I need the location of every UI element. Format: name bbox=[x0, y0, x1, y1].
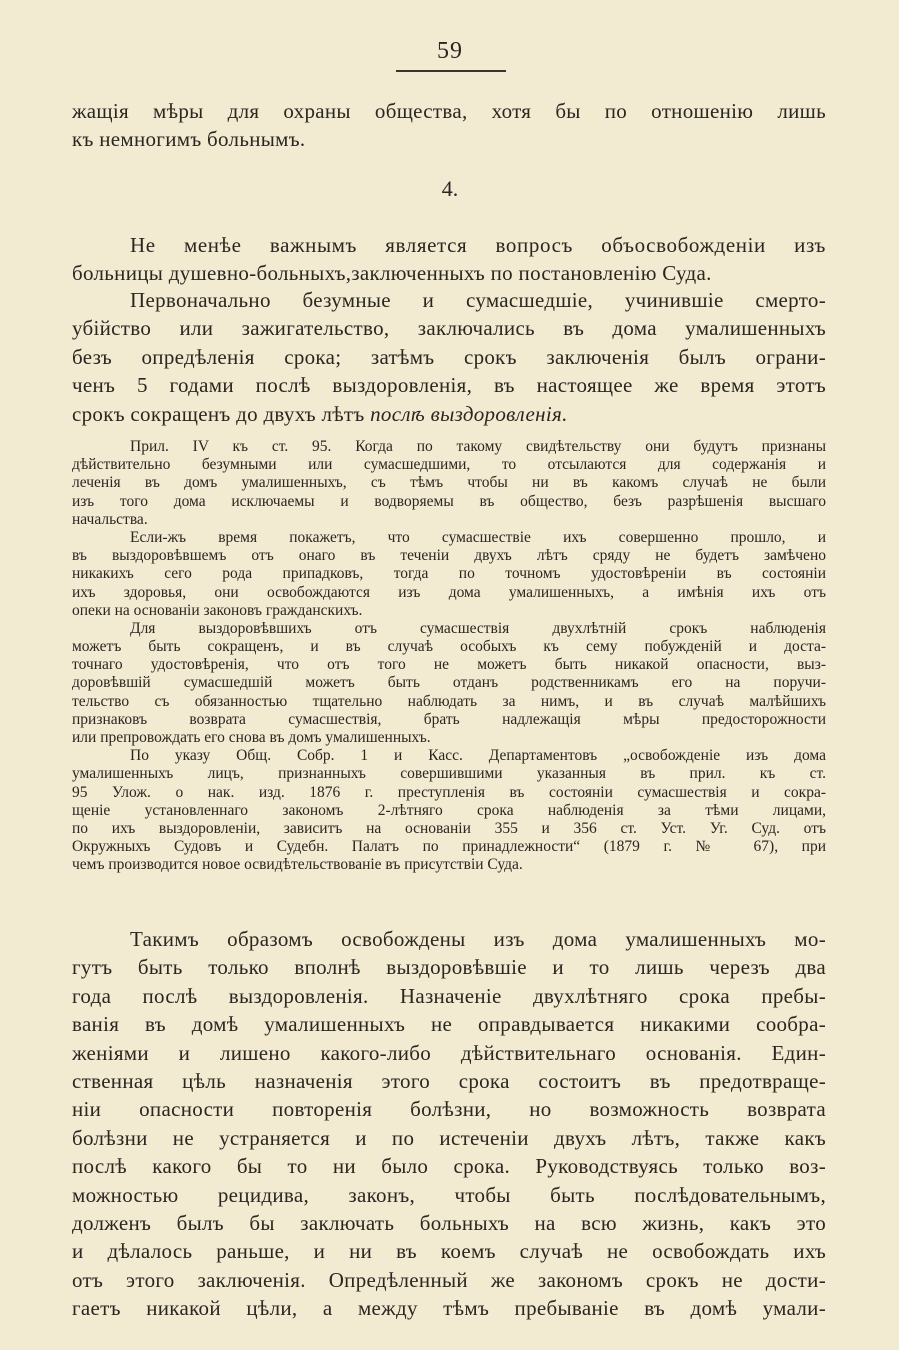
note-line: изъ того дома исключаемы и водворяемы въ общество, безъ разрѣшенія высшаго bbox=[72, 492, 826, 510]
text-line: ственная цѣль назначенія этого срока состоитъ въ предотвраще- bbox=[72, 1068, 826, 1093]
note-line: По указу Общ. Собр. 1 и Касс. Департаментовъ „освобожденіе изъ дома bbox=[130, 747, 826, 765]
note-line: щеніе установленнаго закономъ 2-лѣтняго срока наблюденія за тѣми лицами, bbox=[72, 801, 826, 819]
note-line: Для выздоровѣвшихъ отъ сумасшествія двухлѣтній срокъ наблюденія bbox=[130, 619, 826, 637]
paragraph-history bbox=[72, 286, 826, 428]
text-line: и дѣлалось раньше, и ни въ коемъ случаѣ не освобождать ихъ bbox=[72, 1239, 826, 1264]
page-number-rule bbox=[396, 70, 506, 72]
note-line: умалишенныхъ лицъ, признанныхъ совершившими указанныя въ прил. къ ст. bbox=[72, 765, 826, 783]
note-line: леченія въ домъ умалишенныхъ, съ тѣмъ чтобы ни въ какомъ случаѣ не были bbox=[72, 474, 826, 492]
note-line: опеки на основаніи законовъ гражданскихъ. bbox=[72, 601, 363, 619]
note-line: въ выздоровѣвшемъ отъ онаго въ теченіи двухъ лѣтъ сряду не будетъ замѣчено bbox=[72, 547, 826, 565]
text-line: гаетъ никакой цѣли, а между тѣмъ пребываніе въ домѣ умали- bbox=[72, 1296, 826, 1321]
text-line: гутъ быть только вполнѣ выздоровѣвшіе и то лишь черезъ два bbox=[72, 955, 826, 980]
page-number: 59 bbox=[437, 38, 463, 64]
text-line: болѣзни не устраняется и по истеченіи двухъ лѣтъ, также какъ bbox=[72, 1125, 826, 1150]
note-line: Если-жъ время покажетъ, что сумасшествіе ихъ совершенно прошло, и bbox=[130, 528, 826, 546]
note-line: Прил. IV къ ст. 95. Когда по такому свидѣтельству они будутъ признаны bbox=[130, 438, 826, 455]
text-line: ванія въ домѣ умалишенныхъ не оправдывается никакими сообра- bbox=[72, 1012, 826, 1037]
text-line: безъ опредѣленія срока; затѣмъ срокъ заключенія былъ ограни- bbox=[72, 344, 826, 369]
note-line: начальства. bbox=[72, 510, 148, 528]
legal-note bbox=[72, 438, 826, 875]
italic-emphasis: послѣ выздоровленія. bbox=[370, 401, 568, 426]
text-line bbox=[72, 400, 826, 428]
note-line: тельство съ обязанностью тщательно наблюдать за нимъ, и въ случаѣ малѣйшихъ bbox=[72, 692, 826, 710]
note-line: 95 Улож. о нак. изд. 1876 г. преступленія въ состояніи сумасшествія и сокра- bbox=[72, 783, 826, 801]
paragraph-question bbox=[72, 231, 826, 288]
text-line: Такимъ образомъ освобождены изъ дома умалишенныхъ мо- bbox=[130, 927, 826, 951]
text-line: къ немногимъ больнымъ. bbox=[72, 127, 306, 152]
note-line: точнаго удостовѣренія, что отъ того не можетъ быть никакой опасности, выз- bbox=[72, 656, 826, 674]
note-line: дѣйствительно безумными или сумасшедшими, то отсылаются для содержанія и bbox=[72, 456, 826, 474]
text-line: можностью рецидива, законъ, чтобы быть послѣдовательнымъ, bbox=[72, 1182, 826, 1207]
note-line: никакихъ сего рода припадковъ, тогда по точномъ удостовѣреніи въ состояніи bbox=[72, 565, 826, 583]
text-line: ченъ 5 годами послѣ выздоровленія, въ настоящее же время этотъ bbox=[72, 373, 826, 398]
text-line: долженъ былъ бы заключать больныхъ на всю жизнь, какъ это bbox=[72, 1210, 826, 1235]
text-line: убійство или зажигательство, заключались въ дома умалишенныхъ bbox=[72, 316, 826, 341]
note-line: можетъ быть сокращенъ, и въ случаѣ особыхъ къ сему побужденій и доста- bbox=[72, 638, 826, 656]
note-line: или препровождать его снова въ домъ умалишенныхъ. bbox=[72, 729, 431, 746]
text-line: женіями и лишено какого-либо дѣйствительнаго основанія. Един- bbox=[72, 1040, 826, 1065]
text-line: жащія мѣры для охраны общества, хотя бы по отношенію лишь bbox=[72, 99, 826, 123]
note-line: по ихъ выздоровленіи, зависитъ на основаніи 355 и 356 ст. Уст. Уг. Суд. отъ bbox=[72, 819, 826, 837]
text-line: Первоначально безумные и сумасшедшіе, учинившіе смерто- bbox=[130, 288, 826, 312]
note-line: доровѣвшій сумасшедшій можетъ быть отданъ родственникамъ его на поручи- bbox=[72, 674, 826, 692]
note-line: признаковъ возврата сумасшествія, брать надлежащія мѣры предосторожности bbox=[72, 710, 826, 728]
text-line: больницы душевно-больныхъ,заключенныхъ по постановленію Суда. bbox=[72, 261, 712, 286]
text-line: послѣ какого бы то ни было срока. Руководствуясь только воз- bbox=[72, 1154, 826, 1179]
intro-paragraph bbox=[72, 97, 826, 154]
text-line: отъ этого заключенія. Опредѣленный же закономъ срокъ не дости- bbox=[72, 1267, 826, 1292]
section-number: 4. bbox=[441, 176, 459, 201]
note-line: ихъ здоровья, они освобождаются изъ дома умалишенныхъ, а имѣнія ихъ отъ bbox=[72, 583, 826, 601]
text-line: года послѣ выздоровленія. Назначеніе двухлѣтняго срока пребы- bbox=[72, 983, 826, 1008]
text-line: Не менѣе важнымъ является вопросъ объосвобожденіи изъ bbox=[130, 233, 826, 257]
note-line: Окружныхъ Судовъ и Судебн. Палатъ по принадлежности“ (1879 г. № 67), при bbox=[72, 838, 826, 856]
text-line: ніи опасности повторенія болѣзни, но возможность возврата bbox=[72, 1097, 826, 1122]
paragraph-conclusion bbox=[72, 925, 826, 1322]
text-run: срокъ сокращенъ до двухъ лѣтъ bbox=[72, 401, 365, 426]
note-line: чемъ производится новое освидѣтельствованіе въ присутствіи Суда. bbox=[72, 856, 523, 874]
